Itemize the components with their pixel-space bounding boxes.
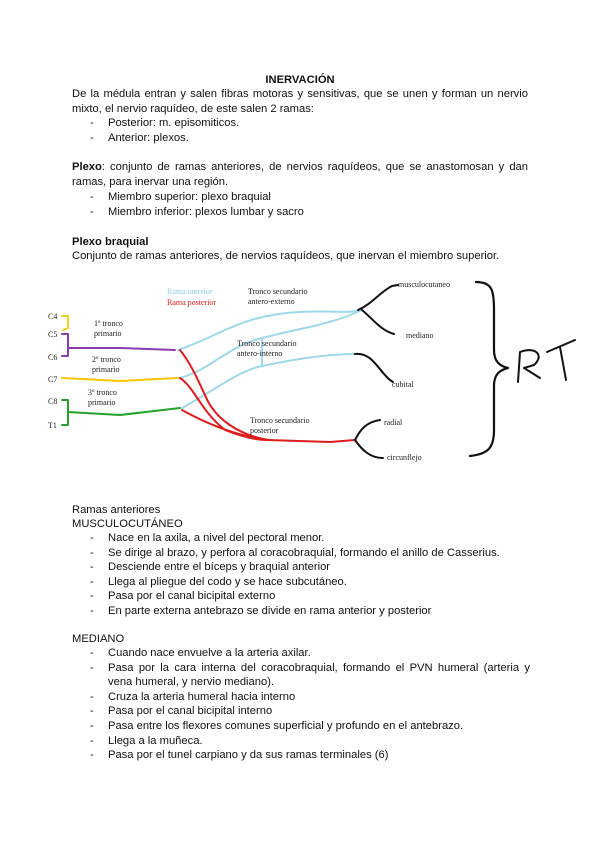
root-t1: T1	[48, 421, 57, 430]
primary-trunk-2: 2º tronco	[92, 355, 121, 364]
plexo-braquial-heading: Plexo braquial	[72, 236, 149, 248]
primary-trunk-3-sub: primario	[88, 398, 116, 407]
secondary-trunk-1-sub: antero-externo	[248, 297, 295, 306]
list-item: - Miembro superior: plexo braquial	[90, 190, 530, 205]
posterior-branch-3	[182, 410, 268, 440]
rt-letter-t	[547, 340, 575, 380]
list-item: - Posterior: m. episomiticos.	[90, 116, 530, 131]
terminal-radial: radial	[384, 418, 403, 427]
terminal-musculocutaneo: musculocutaneo	[398, 280, 450, 289]
list-item: - Pasa por el canal bicipital interno	[90, 704, 530, 719]
secondary-trunk-1: Tronco secundario	[248, 287, 308, 296]
terminal-bracket-middle	[355, 354, 393, 382]
plexo-definition: : conjunto de ramas anteriores, de nervios raquídeos, que se anastomosan y dan ramas, para inervar una región.	[72, 161, 528, 188]
list-item: - Llega a la muñeca.	[90, 734, 530, 749]
terminal-mediano: mediano	[406, 331, 434, 340]
list-item: - Miembro inferior: plexos lumbar y sacro	[90, 205, 530, 220]
primary-trunk-3: 3º tronco	[88, 388, 117, 397]
list-item: - En parte externa antebrazo se divide en rama anterior y posterior	[90, 604, 530, 619]
secondary-trunk-2: Tronco secundario	[237, 339, 297, 348]
musculocutaneo-list	[90, 531, 530, 619]
rt-big-bracket	[470, 282, 508, 456]
rt-letter-r	[518, 350, 540, 382]
secondary-trunk-3: Tronco secundario	[250, 416, 310, 425]
mediano-heading: MEDIANO	[72, 633, 125, 645]
plexo-braquial-definition: Conjunto de ramas anteriores, de nervios raquídeos, que inervan el miembro superior.	[72, 250, 500, 262]
terminal-circunflejo: circunflejo	[387, 453, 422, 462]
root-c8: C8	[48, 397, 58, 406]
root-c4: C4	[48, 312, 58, 321]
terminal-bracket-upper	[358, 285, 398, 334]
legend-posterior: Rama posterior	[167, 298, 217, 307]
c4-root-path	[62, 316, 68, 330]
root-c5: C5	[48, 330, 58, 339]
list-item: - Nace en la axila, a nivel del pectoral menor.	[90, 531, 530, 546]
list-item: - Cuando nace envuelve a la arteria axilar.	[90, 646, 530, 661]
intro-paragraph: De la médula entran y salen fibras motoras y sensitivas, que se unen y forman un nervio mixto, el nervio raquídeo, de este salen 2 ramas:	[72, 88, 528, 115]
intro-list	[90, 116, 530, 145]
mediano-list	[90, 646, 530, 763]
list-item: - Llega al pliegue del codo y se hace subcutáneo.	[90, 575, 530, 590]
list-item: - Cruza la arteria humeral hacia interno	[90, 690, 530, 705]
list-item: - Desciende entre el bíceps y braquial anterior	[90, 560, 530, 575]
primary-trunk-1: 1º tronco	[94, 319, 123, 328]
primary-trunk-1-sub: primario	[94, 329, 122, 338]
secondary-trunk-2-sub: antero-interno	[237, 349, 283, 358]
ramas-anteriores-label: Ramas anteriores	[72, 504, 161, 516]
list-item: - Anterior: plexos.	[90, 131, 530, 146]
list-item: - Se dirige al brazo, y perfora al coracobraquial, formando el anillo de Casserius.	[90, 546, 530, 561]
terminal-cubital: cubital	[392, 380, 414, 389]
terminal-bracket-lower	[355, 420, 383, 458]
list-item: - Pasa por la cara interna del coracobraquial, formando el PVN humeral (arteria y vena humeral, y nervio mediano).	[90, 661, 530, 690]
list-item: - Pasa por el canal bicipital externo	[90, 589, 530, 604]
list-item: - Pasa por el tunel carpiano y da sus ramas terminales (6)	[90, 748, 530, 763]
primary-trunk-2-sub: primario	[92, 365, 120, 374]
brachial-plexus-diagram	[0, 270, 600, 470]
page-title: INERVACIÓN	[265, 74, 335, 86]
list-item: - Pasa entre los flexores comunes superficial y profundo en el antebrazo.	[90, 719, 530, 734]
legend-anterior: Rama anterior	[167, 287, 213, 296]
c8-t1-root-path	[62, 400, 180, 425]
root-c7: C7	[48, 375, 58, 384]
c7-root-path	[62, 378, 178, 381]
root-c6: C6	[48, 353, 58, 362]
musculocutaneo-heading: MUSCULOCUTÁNEO	[72, 518, 183, 530]
posterior-trunk	[268, 440, 355, 442]
plexo-term: Plexo	[72, 161, 102, 173]
plexo-list	[90, 190, 530, 219]
secondary-trunk-3-sub: posterior	[250, 426, 279, 435]
plexo-paragraph	[72, 160, 528, 189]
